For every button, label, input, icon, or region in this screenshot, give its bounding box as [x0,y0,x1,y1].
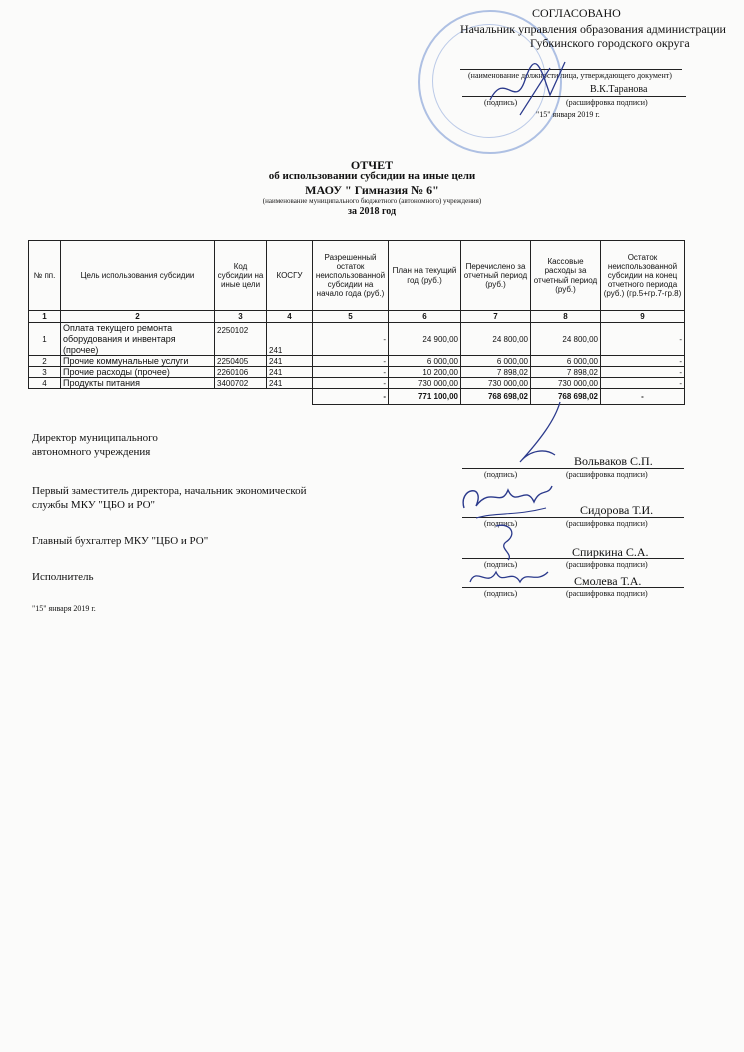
approval-name: В.К.Таранова [590,84,648,95]
row-plan: 24 900,00 [389,323,461,356]
header-cell: План на текущий год (руб.) [389,241,461,311]
row-end-balance: - [601,367,685,378]
total-spent: 768 698,02 [531,389,601,405]
report-period: за 2018 год [347,206,397,217]
row-kosgu: 241 [267,367,313,378]
approval-position-caption: (наименование должности лица, утверждающего документ) [468,71,672,80]
row-plan: 6 000,00 [389,356,461,367]
signatory-1-name-caption: (расшифровка подписи) [566,470,648,479]
deputy-signature [456,478,556,522]
row-plan: 730 000,00 [389,378,461,389]
row-end-balance: - [601,323,685,356]
report-table [28,240,685,405]
header-cell: КОСГУ [267,241,313,311]
signatory-1-name: Вольваков С.П. [574,454,653,468]
approval-heading: СОГЛАСОВАНО [532,6,621,20]
executor-signature [466,562,552,592]
column-number: 4 [267,311,313,323]
row-purpose: Продукты питания [61,378,215,389]
column-number: 3 [215,311,267,323]
header-cell: Остаток неиспользованной субсидии на конец отчетного периода (руб.) (гр.5+гр.7-гр.8) [601,241,685,311]
approval-signature-caption: (подпись) [484,98,518,107]
row-code: 3400702 [215,378,267,389]
header-cell: Кассовые расходы за отчетный период (руб.) [531,241,601,311]
column-number: 8 [531,311,601,323]
header-cell: Разрешенный остаток неиспользованной субсидии на начало года (руб.) [313,241,389,311]
column-number: 1 [29,311,61,323]
row-start-balance: - [313,378,389,389]
row-purpose: Прочие расходы (прочее) [61,367,215,378]
signatory-2-name: Сидорова Т.И. [580,503,654,517]
row-code: 2250102 [215,323,267,356]
signatory-4-signature-caption: (подпись) [484,589,518,598]
row-number: 3 [29,367,61,378]
signatory-1-position-line1: Директор муниципального [32,432,158,444]
header-cell: № пп. [29,241,61,311]
row-transferred: 6 000,00 [461,356,531,367]
signatory-3-name-caption: (расшифровка подписи) [566,560,648,569]
row-transferred: 24 800,00 [461,323,531,356]
total-plan: 771 100,00 [389,389,461,405]
row-number: 1 [29,323,61,356]
row-number: 2 [29,356,61,367]
report-institution: МАОУ " Гимназия № 6" [305,183,439,197]
signatory-3-position-line1: Главный бухгалтер МКУ "ЦБО и РО" [32,535,209,547]
report-title: ОТЧЕТ [350,158,394,172]
row-kosgu: 241 [267,323,313,356]
row-start-balance: - [313,367,389,378]
approval-position-line2: Губкинского городского округа [530,36,690,50]
row-code: 2250405 [215,356,267,367]
row-code: 2260106 [215,367,267,378]
row-number: 4 [29,378,61,389]
approval-name-caption: (расшифровка подписи) [566,98,648,107]
signatory-3-signature-caption: (подпись) [484,560,518,569]
row-end-balance: - [601,378,685,389]
row-purpose: Оплата текущего ремонта оборудования и инвентаря (прочее) [61,323,215,356]
column-number-row [29,311,685,323]
table-row [29,323,685,356]
row-spent: 24 800,00 [531,323,601,356]
column-number: 5 [313,311,389,323]
header-cell: Код субсидии на иные цели [215,241,267,311]
totals-row [29,389,685,405]
row-purpose: Прочие коммунальные услуги [61,356,215,367]
row-kosgu: 241 [267,356,313,367]
signatory-2-position-line1: Первый заместитель директора, начальник экономической [32,485,307,497]
total-transferred: 768 698,02 [461,389,531,405]
row-plan: 10 200,00 [389,367,461,378]
signatory-1-position-line2: автономного учреждения [32,446,151,458]
signatory-1-signature-caption: (подпись) [484,470,518,479]
signatory-2-name-caption: (расшифровка подписи) [566,519,648,528]
header-cell: Цель использования субсидии [61,241,215,311]
row-start-balance: - [313,356,389,367]
row-transferred: 730 000,00 [461,378,531,389]
approval-position-line1: Начальник управления образования администрации [460,22,726,36]
column-number: 9 [601,311,685,323]
column-number: 7 [461,311,531,323]
row-end-balance: - [601,356,685,367]
report-subtitle: об использовании субсидии на иные цели [268,170,476,182]
signatory-4-name: Смолева Т.А. [574,574,642,588]
director-signature [500,400,580,470]
row-start-balance: - [313,323,389,356]
total-start-balance: - [313,389,389,405]
table-row [29,378,685,389]
footer-date: "15" января 2019 г. [32,604,96,613]
table-row [29,367,685,378]
table-header-row [29,241,685,311]
row-spent: 730 000,00 [531,378,601,389]
approval-date: "15" января 2019 г. [536,110,600,119]
signatory-2-signature-caption: (подпись) [484,519,518,528]
report-institution-caption: (наименование муниципального бюджетного (автономного) учреждения) [262,197,482,205]
column-number: 6 [389,311,461,323]
row-spent: 6 000,00 [531,356,601,367]
column-number: 2 [61,311,215,323]
accountant-signature [490,520,530,562]
header-cell: Перечислено за отчетный период (руб.) [461,241,531,311]
row-spent: 7 898,02 [531,367,601,378]
approval-signature [480,60,570,120]
row-kosgu: 241 [267,378,313,389]
signatory-4-position-line1: Исполнитель [32,571,94,583]
signatory-3-name: Спиркина С.А. [572,545,649,559]
signatory-4-name-caption: (расшифровка подписи) [566,589,648,598]
signatory-2-position-line2: службы МКУ "ЦБО и РО" [32,499,156,511]
total-end-balance: - [601,389,685,405]
table-row [29,356,685,367]
row-transferred: 7 898,02 [461,367,531,378]
